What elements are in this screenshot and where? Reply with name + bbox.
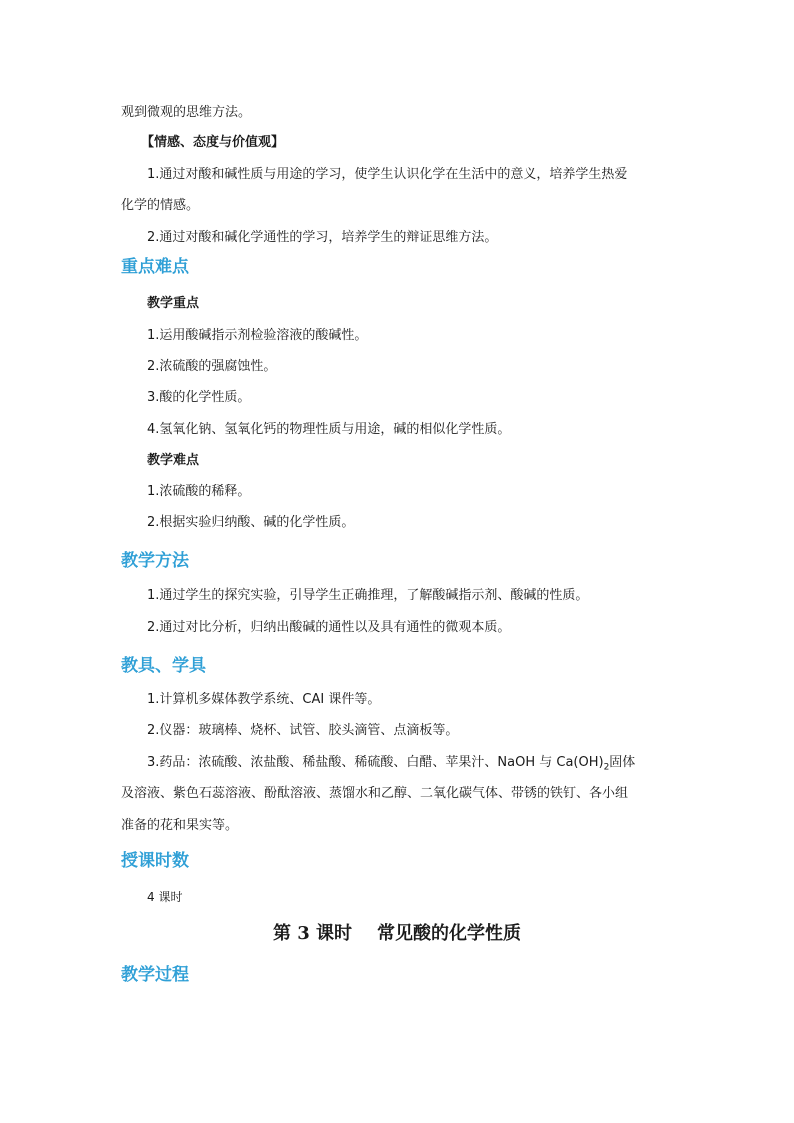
tools-item-3-subscript: 2 — [603, 762, 610, 773]
tools-item-3-line-2: 及溶液、紫色石蕊溶液、酚酞溶液、蒸馏水和乙醇、二氧化碳气体、带锈的铁钉、各小组 — [121, 786, 629, 801]
hours-value: 4 课时 — [147, 890, 183, 904]
difficulty-item-1: 1.浓硫酸的稀释。 — [147, 484, 251, 499]
attitude-item-1-line-1: 1.通过对酸和碱性质与用途的学习，使学生认识化学在生活中的意义，培养学生热爱 — [147, 167, 628, 182]
method-item-1: 1.通过学生的探究实验，引导学生正确推理，了解酸碱指示剂、酸碱的性质。 — [147, 588, 589, 603]
section-title-hours: 授课时数 — [121, 851, 189, 871]
attitude-item-1-line-2: 化学的情感。 — [121, 198, 200, 213]
difficulty-heading: 教学难点 — [147, 453, 200, 468]
section-title-tools: 教具、学具 — [121, 656, 206, 676]
focus-item-3: 3.酸的化学性质。 — [147, 390, 251, 405]
tools-item-2: 2.仪器：玻璃棒、烧杯、试管、胶头滴管、点滴板等。 — [147, 723, 459, 738]
section-title-key-points: 重点难点 — [121, 257, 189, 277]
focus-heading: 教学重点 — [147, 296, 200, 311]
difficulty-item-2: 2.根据实验归纳酸、碱的化学性质。 — [147, 515, 355, 530]
tools-item-3-text-b: 固体 — [609, 755, 636, 770]
section-title-process: 教学过程 — [121, 965, 189, 985]
tools-item-1: 1.计算机多媒体教学系统、CAI 课件等。 — [147, 692, 381, 707]
tools-item-3-line-3: 准备的花和果实等。 — [121, 818, 239, 833]
focus-item-2: 2.浓硫酸的强腐蚀性。 — [147, 359, 277, 374]
tools-item-3-text-a: 3.药品：浓硫酸、浓盐酸、稀盐酸、稀硫酸、白醋、苹果汁、NaOH 与 Ca(OH) — [147, 755, 604, 770]
focus-item-1: 1.运用酸碱指示剂检验溶液的酸碱性。 — [147, 328, 368, 343]
method-item-2: 2.通过对比分析，归纳出酸碱的通性以及具有通性的微观本质。 — [147, 620, 511, 635]
attitude-item-2: 2.通过对酸和碱化学通性的学习，培养学生的辩证思维方法。 — [147, 230, 498, 245]
section-title-methods: 教学方法 — [121, 551, 189, 571]
tools-item-3-line-1 — [147, 754, 635, 772]
attitude-heading: 【情感、态度与价值观】 — [141, 135, 285, 150]
focus-item-4: 4.氢氧化钠、氢氧化钙的物理性质与用途，碱的相似化学性质。 — [147, 422, 511, 437]
lesson-title: 第 3 课时 常见酸的化学性质 — [272, 923, 522, 944]
continued-text: 观到微观的思维方法。 — [121, 105, 252, 120]
